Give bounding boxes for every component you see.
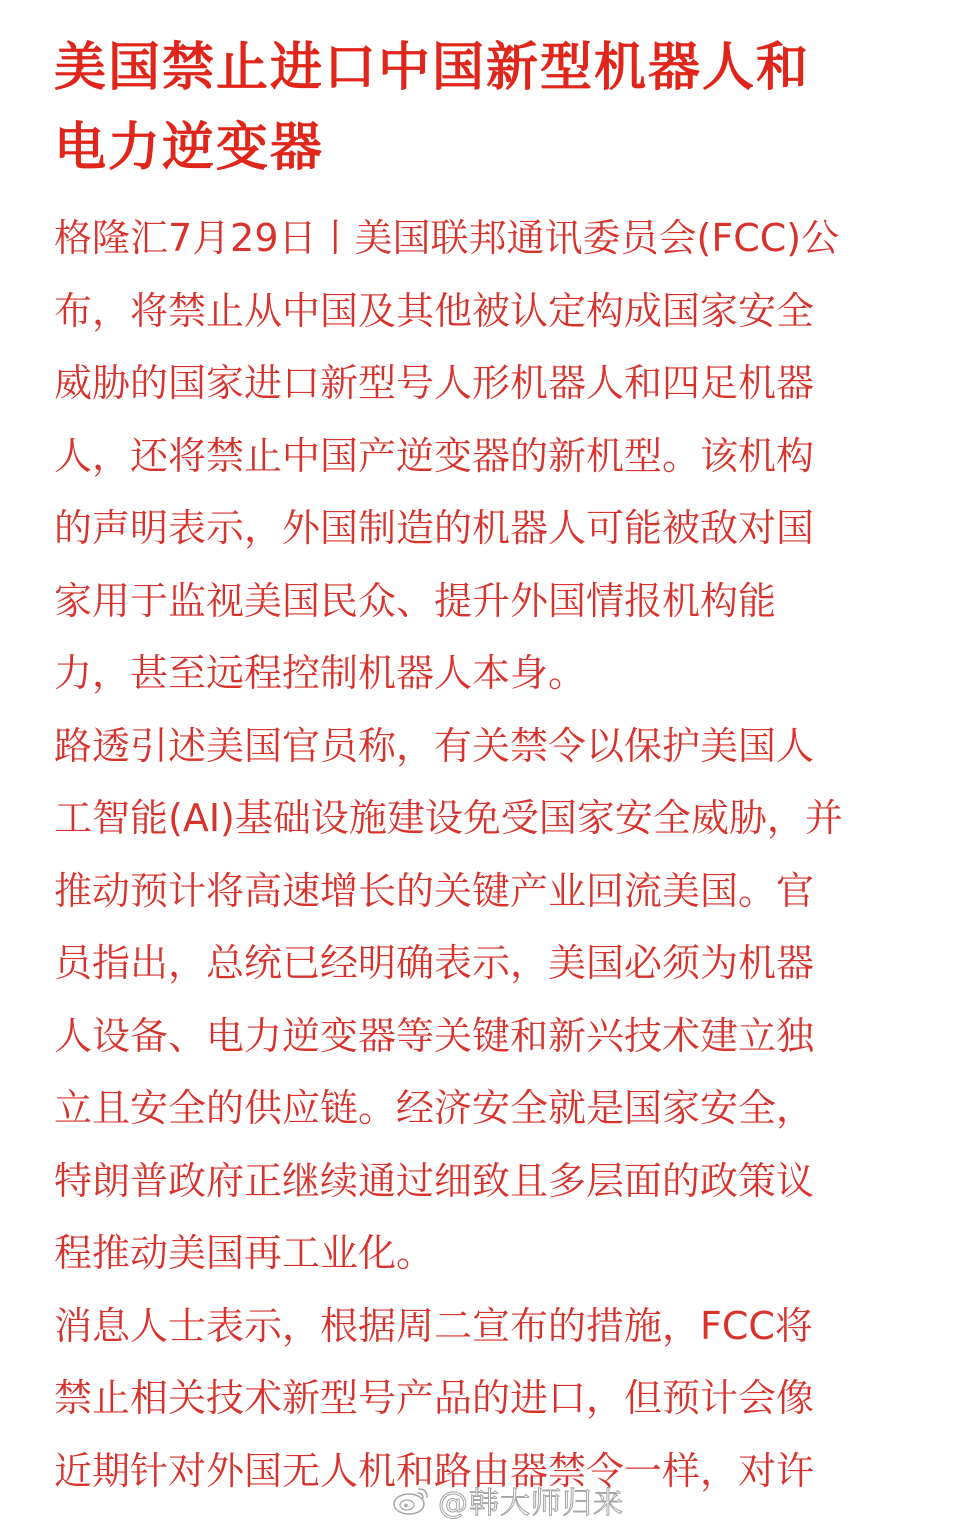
article-body — [54, 202, 904, 1507]
text-line: 力，甚至远程控制机器人本身。 — [54, 651, 587, 695]
text-line: 特朗普政府正继续通过细致且多层面的政策议 — [54, 1158, 815, 1203]
paragraph-2 — [54, 710, 904, 1290]
text-line: 路透引述美国官员称，有关禁令以保护美国人 — [54, 723, 815, 768]
article-headline — [54, 28, 904, 188]
headline-line: 电力逆变器 — [54, 118, 325, 178]
text-line: 工智能(AI)基础设施建设免受国家安全威胁，并 — [54, 796, 843, 840]
paragraph-1 — [54, 202, 904, 710]
text-line: 程推动美国再工业化。 — [54, 1231, 435, 1275]
text-line: 员指出，总统已经明确表示，美国必须为机器 — [54, 941, 815, 985]
text-line: 禁止相关技术新型号产品的进口，但预计会像 — [54, 1376, 815, 1420]
text-line: 布，将禁止从中国及其他被认定构成国家安全 — [54, 288, 815, 333]
text-line: 威胁的国家进口新型号人形机器人和四足机器 — [54, 361, 815, 405]
text-line: 的声明表示，外国制造的机器人可能被敌对国 — [54, 506, 815, 550]
text-line: 消息人士表示，根据周二宣布的措施，FCC将 — [54, 1303, 813, 1348]
text-line: 推动预计将高速增长的关键产业回流美国。官 — [54, 868, 815, 913]
headline-line: 美国禁止进口中国新型机器人和 — [54, 38, 811, 98]
watermark-text: @韩大师归来 — [438, 1486, 624, 1521]
article — [54, 28, 904, 1507]
text-line: 立且安全的供应链。经济安全就是国家安全， — [54, 1086, 815, 1130]
text-line: 近期针对外国无人机和路由器禁令一样，对许 — [54, 1448, 815, 1493]
paragraph-3 — [54, 1290, 904, 1508]
text-line: 格隆汇7月29日丨美国联邦通讯委员会(FCC)公 — [54, 216, 840, 260]
text-line: 人设备、电力逆变器等关键和新兴技术建立独 — [54, 1013, 815, 1058]
text-line: 人，还将禁止中国产逆变器的新机型。该机构 — [54, 433, 815, 478]
text-line: 家用于监视美国民众、提升外国情报机构能 — [54, 578, 777, 623]
